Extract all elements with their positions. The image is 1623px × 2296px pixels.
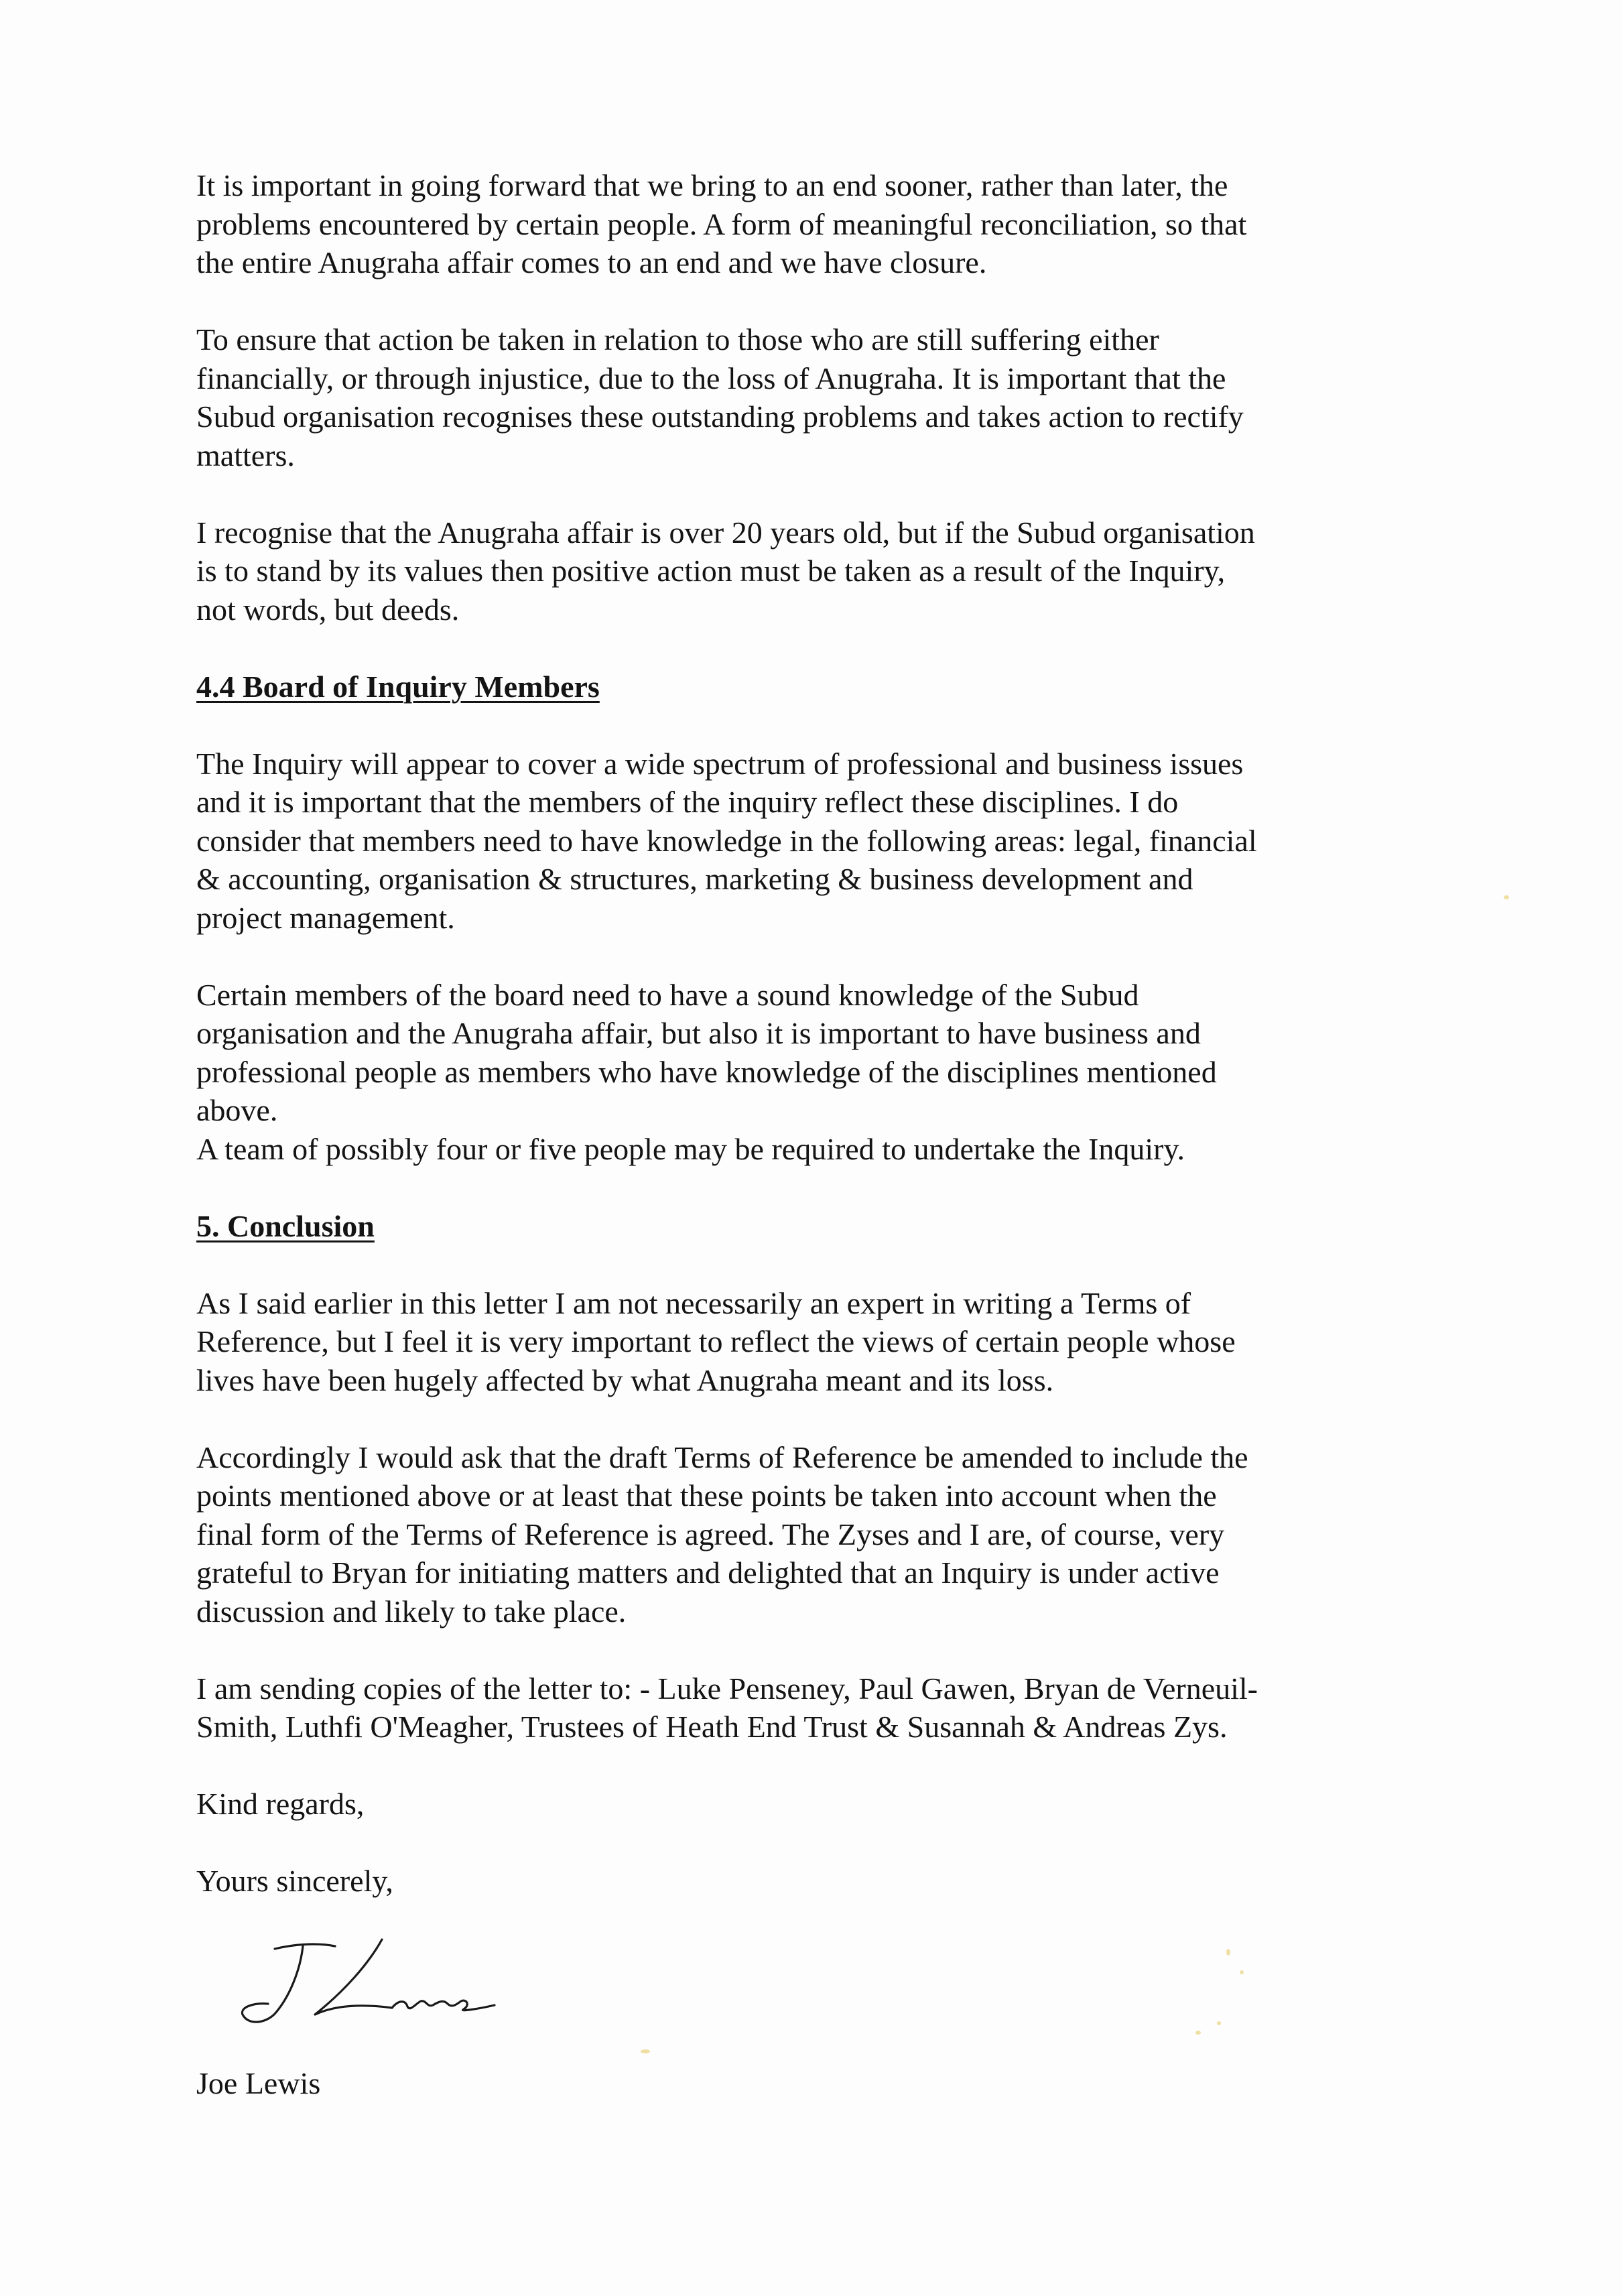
text-line: Smith, Luthfi O'Meagher, Trustees of Heath End Trust & Susannah & Andreas Zys. — [196, 1710, 1228, 1744]
paper-speck — [1240, 1970, 1244, 1974]
closing-regards: Kind regards, — [196, 1787, 365, 1821]
text-line: As I said earlier in this letter I am not necessarily an expert in writing a Terms of — [196, 1285, 1191, 1320]
paragraph-copies — [196, 1669, 1362, 1746]
paragraph-amend — [196, 1438, 1362, 1631]
paper-speck — [1217, 2021, 1221, 2025]
text-line: It is important in going forward that we bring to an end sooner, rather than later, the — [196, 168, 1228, 202]
paragraph-expert — [196, 1284, 1362, 1400]
text-line: matters. — [196, 438, 295, 472]
text-line: Reference, but I feel it is very important to reflect the views of certain people whose — [196, 1324, 1236, 1358]
text-line: lives have been hugely affected by what Anugraha meant and its loss. — [196, 1362, 1054, 1397]
text-line: above. — [196, 1093, 278, 1127]
text-line: I am sending copies of the letter to: - Luke Penseney, Paul Gawen, Bryan de Verneuil- — [196, 1671, 1258, 1706]
paragraph-gap — [196, 1399, 1362, 1438]
text-line: discussion and likely to take place. — [196, 1594, 627, 1629]
text-line: Subud organisation recognises these outstanding problems and takes action to rectify — [196, 399, 1244, 434]
text-line: final form of the Terms of Reference is agreed. The Zyses and I are, of course, very — [196, 1517, 1225, 1551]
text-line: professional people as members who have knowledge of the disciplines mentioned — [196, 1054, 1217, 1089]
text-line: The Inquiry will appear to cover a wide spectrum of professional and business issues — [196, 746, 1244, 781]
text-line: organisation and the Anugraha affair, but also it is important to have business and — [196, 1016, 1201, 1050]
text-line: Certain members of the board need to have a sound knowledge of the Subud — [196, 977, 1139, 1012]
paragraph-reconciliation — [196, 166, 1362, 282]
text-line: problems encountered by certain people. A form of meaningful reconciliation, so that — [196, 206, 1247, 241]
paper-speck — [1195, 2031, 1201, 2035]
text-line: not words, but deeds. — [196, 592, 460, 627]
paper-speck — [1504, 895, 1509, 899]
paragraph-gap — [196, 629, 1362, 667]
text-line: A team of possibly four or five people may be required to undertake the Inquiry. — [196, 1131, 1185, 1166]
paper-speck — [1226, 1949, 1230, 1956]
signer-name: Joe Lewis — [196, 2066, 321, 2100]
paragraph-gap — [196, 937, 1362, 976]
letter-body — [196, 166, 1362, 1901]
text-line: financially, or through injustice, due to the loss of Anugraha. It is important that the — [196, 361, 1226, 395]
text-line: & accounting, organisation & structures, marketing & business development and — [196, 862, 1193, 896]
section-heading-board: 4.4 Board of Inquiry Members — [196, 669, 600, 704]
paragraph-members — [196, 976, 1362, 1169]
text-line: project management. — [196, 900, 455, 935]
text-line: I recognise that the Anugraha affair is over 20 years old, but if the Subud organisation — [196, 515, 1255, 550]
paragraph-gap — [196, 1245, 1362, 1284]
text-line: consider that members need to have knowledge in the following areas: legal, financial — [196, 823, 1257, 858]
text-line: points mentioned above or at least that these points be taken into account when the — [196, 1478, 1217, 1513]
paragraph-gap — [196, 1631, 1362, 1669]
paragraph-gap — [196, 1824, 1362, 1862]
paragraph-gap — [196, 1746, 1362, 1785]
text-line: Accordingly I would ask that the draft Terms of Reference be amended to include the — [196, 1440, 1248, 1474]
paragraph-disciplines — [196, 745, 1362, 938]
text-line: grateful to Bryan for initiating matters and delighted that an Inquiry is under active — [196, 1555, 1220, 1590]
paragraph-gap — [196, 706, 1362, 745]
section-heading-conclusion: 5. Conclusion — [196, 1208, 375, 1243]
paragraph-gap — [196, 282, 1362, 321]
text-line: is to stand by its values then positive action must be taken as a result of the Inquiry, — [196, 554, 1226, 588]
paragraph-gap — [196, 474, 1362, 513]
paragraph-gap — [196, 1168, 1362, 1207]
text-line: the entire Anugraha affair comes to an end and we have closure. — [196, 245, 987, 279]
paragraph-action — [196, 320, 1362, 474]
closing-sincerely: Yours sincerely, — [196, 1864, 393, 1898]
text-line: To ensure that action be taken in relation to those who are still suffering either — [196, 322, 1159, 357]
text-line: and it is important that the members of the inquiry reflect these disciplines. I do — [196, 785, 1179, 819]
paragraph-values — [196, 513, 1362, 629]
handwritten-signature — [228, 1930, 509, 2037]
paper-speck — [641, 2049, 650, 2053]
